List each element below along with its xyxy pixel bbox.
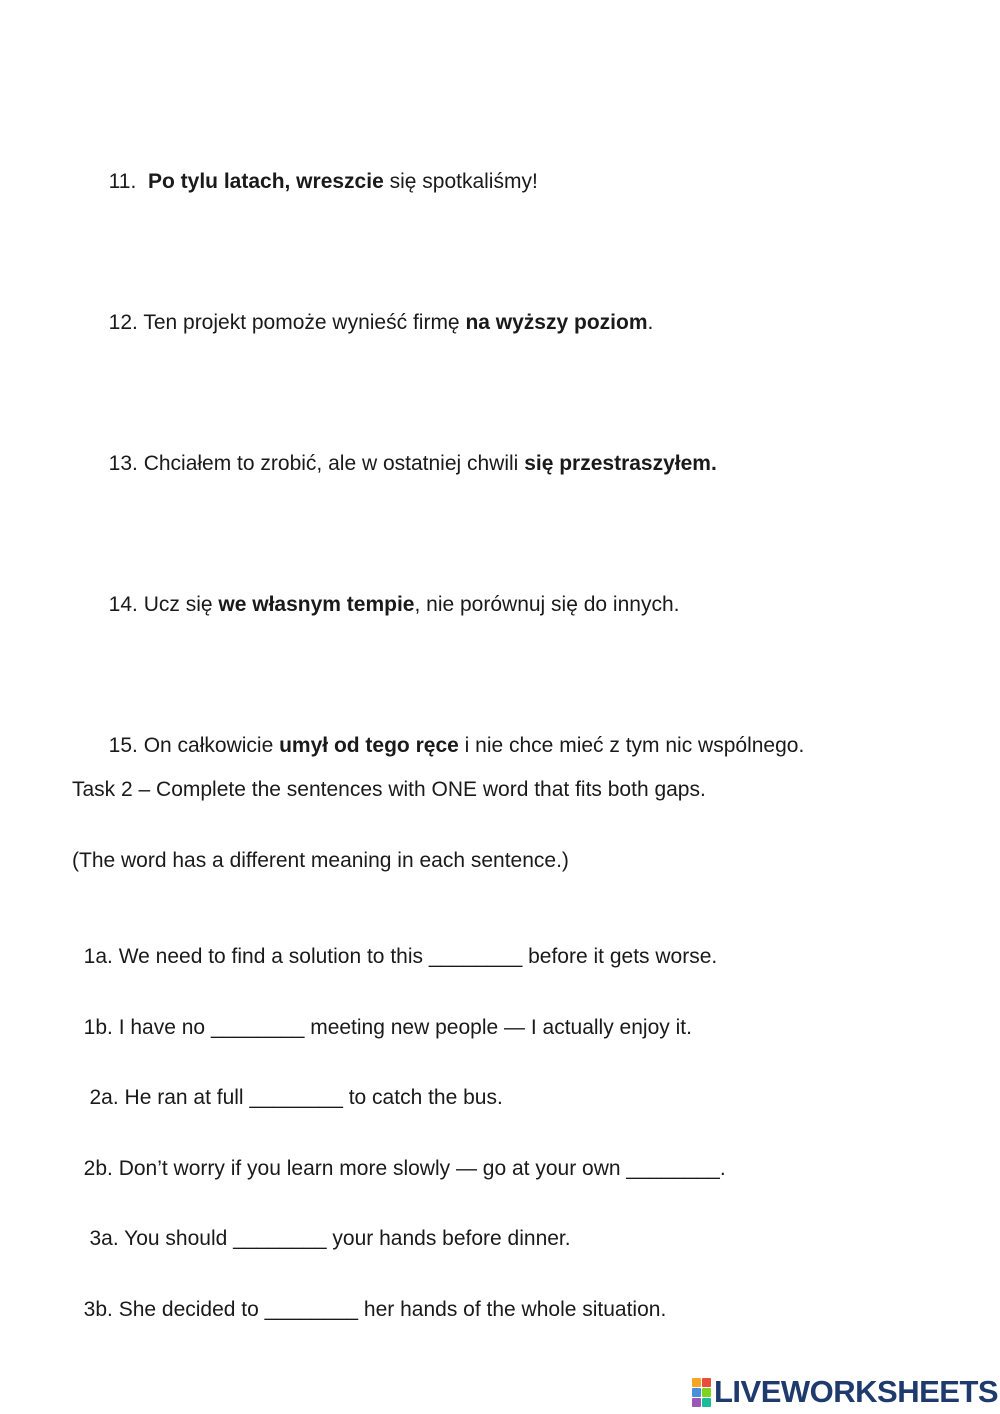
polish-item-13 xyxy=(97,425,717,477)
logo-square xyxy=(702,1388,711,1397)
sentence-text: 1b. I have no xyxy=(83,1016,211,1039)
gap-sentence-1b xyxy=(72,989,692,1041)
item-bold-phrase: się przestraszyłem. xyxy=(524,452,717,475)
gap-sentence-1a xyxy=(72,918,717,970)
polish-item-15 xyxy=(97,707,804,759)
sentence-text: to catch the bus. xyxy=(342,1086,503,1109)
gap-sentence-2b xyxy=(72,1130,726,1182)
item-text: 14. Ucz się xyxy=(108,593,219,616)
item-text: , nie porównuj się do innych. xyxy=(414,593,680,616)
logo-square xyxy=(702,1398,711,1407)
item-text: 12. Ten projekt pomoże wynieść firmę xyxy=(108,311,466,334)
gap-sentence-3b xyxy=(72,1271,666,1323)
item-bold-phrase: umył od tego ręce xyxy=(279,734,459,757)
answer-blank[interactable]: ________ xyxy=(626,1157,720,1180)
gap-sentence-3a xyxy=(72,1200,571,1252)
sentence-text: before it gets worse. xyxy=(522,945,718,968)
sentence-text: meeting new people — I actually enjoy it. xyxy=(304,1016,692,1039)
item-text: . xyxy=(647,311,654,334)
sentence-text: 1a. We need to find a solution to this xyxy=(83,945,429,968)
item-text: i nie chce mieć z tym nic wspólnego. xyxy=(458,734,805,757)
answer-blank[interactable]: ________ xyxy=(210,1016,305,1039)
item-text: 13. Chciałem to zrobić, ale w ostatniej chwili xyxy=(108,452,525,475)
liveworksheets-mark-icon xyxy=(692,1378,711,1407)
item-bold-phrase: Po tylu latach, wreszcie xyxy=(147,170,384,193)
item-bold-phrase: we własnym tempie xyxy=(218,593,415,616)
logo-square xyxy=(692,1398,701,1407)
item-text: 15. On całkowicie xyxy=(108,734,280,757)
answer-blank[interactable]: ________ xyxy=(428,945,523,968)
sentence-text: her hands of the whole situation. xyxy=(358,1298,667,1321)
sentence-text: . xyxy=(719,1157,726,1180)
item-text: 11. xyxy=(108,170,148,193)
logo-square xyxy=(692,1388,701,1397)
gap-sentence-2a xyxy=(72,1059,503,1111)
sentence-text: 2b. Don’t worry if you learn more slowly — go at your own xyxy=(83,1157,627,1180)
sentence-text: 3b. She decided to xyxy=(83,1298,265,1321)
polish-item-14 xyxy=(97,566,679,618)
polish-item-12 xyxy=(97,284,653,336)
item-text: się spotkaliśmy! xyxy=(383,170,538,193)
sentence-text: 2a. He ran at full xyxy=(83,1086,250,1109)
task2-note: (The word has a different meaning in each sentence.) xyxy=(72,849,569,872)
liveworksheets-logo[interactable] xyxy=(692,1374,998,1410)
polish-item-11 xyxy=(97,143,538,195)
logo-text: LIVEWORKSHEETS xyxy=(714,1374,999,1409)
task2-title: Task 2 – Complete the sentences with ONE word that fits both gaps. xyxy=(72,778,706,801)
logo-square xyxy=(702,1378,711,1387)
sentence-text: your hands before dinner. xyxy=(326,1227,571,1250)
item-bold-phrase: na wyższy poziom xyxy=(465,311,648,334)
sentence-text: 3a. You should xyxy=(83,1227,234,1250)
answer-blank[interactable]: ________ xyxy=(233,1227,327,1250)
logo-square xyxy=(692,1378,701,1387)
answer-blank[interactable]: ________ xyxy=(249,1086,343,1109)
answer-blank[interactable]: ________ xyxy=(264,1298,359,1321)
